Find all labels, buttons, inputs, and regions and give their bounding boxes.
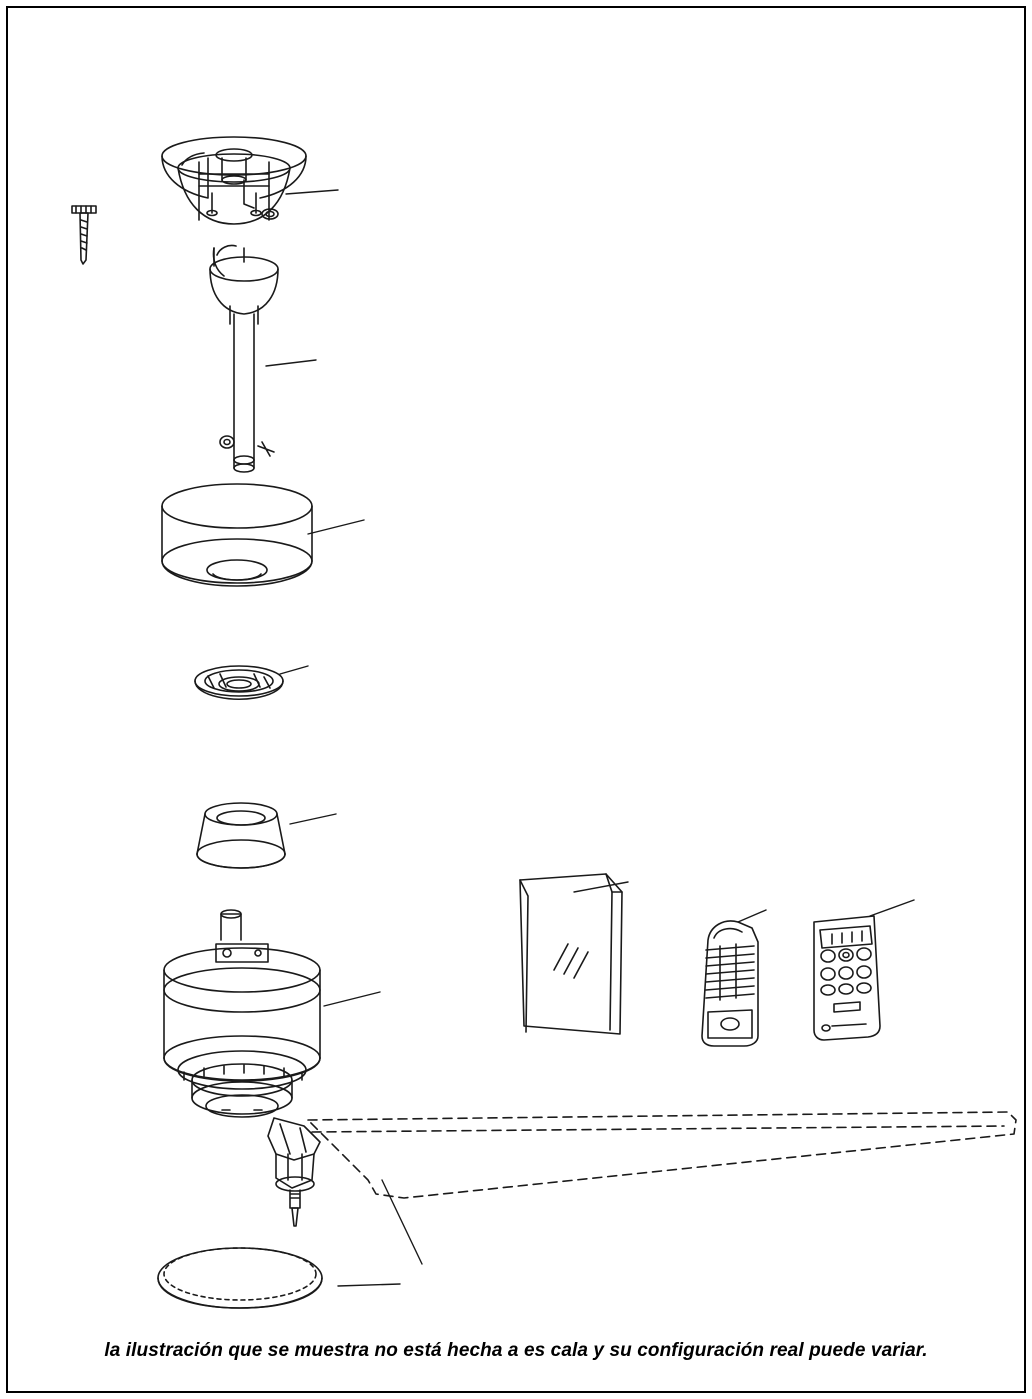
remote-receiver-module bbox=[702, 921, 758, 1046]
light-kit-glass-shade bbox=[158, 1248, 322, 1308]
canopy-trim-ring bbox=[195, 666, 283, 699]
canopy-cover bbox=[162, 484, 312, 586]
handheld-remote-control bbox=[814, 916, 880, 1040]
blade-bracket-arm bbox=[268, 1118, 320, 1226]
downrod-with-hanger-ball bbox=[210, 245, 278, 472]
fan-blade bbox=[308, 1112, 1016, 1198]
diagram-canvas bbox=[8, 8, 1024, 1338]
leader-lines bbox=[266, 190, 914, 1286]
ceiling-mounting-bracket bbox=[162, 137, 306, 224]
exploded-diagram bbox=[8, 8, 1024, 1338]
instruction-manual bbox=[520, 874, 622, 1034]
mounting-screw bbox=[72, 206, 96, 264]
switch-housing-cup bbox=[197, 803, 285, 868]
illustration-caption: la ilustración que se muestra no está hecha a es cala y su configuración real puede variar. bbox=[104, 1340, 928, 1361]
fan-motor-housing bbox=[164, 910, 320, 1117]
